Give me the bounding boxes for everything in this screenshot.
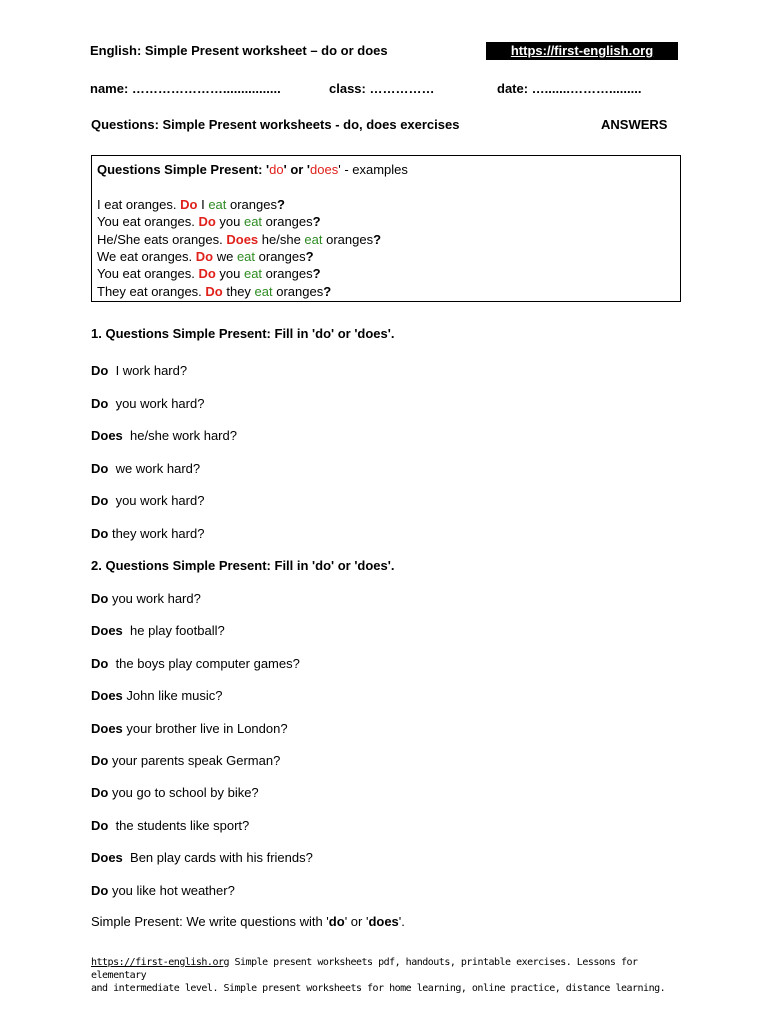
answers-label: ANSWERS xyxy=(601,117,668,132)
example-a: You eat oranges. xyxy=(97,266,199,282)
example-aux: Do xyxy=(195,248,214,264)
answer-aux: Do xyxy=(91,817,109,833)
example-row xyxy=(97,214,321,229)
example-q: ? xyxy=(373,231,382,247)
answer-aux: Do xyxy=(91,525,109,541)
section1-item xyxy=(91,363,187,378)
section2-item xyxy=(91,753,280,768)
worksheet-title: English: Simple Present worksheet – do or does xyxy=(90,43,388,58)
example-a: You eat oranges. xyxy=(97,214,199,230)
answer-aux: Do xyxy=(91,591,109,606)
example-row xyxy=(97,266,321,281)
example-aux: Do xyxy=(205,283,223,299)
examples-heading-does: does xyxy=(310,162,339,177)
example-q: ? xyxy=(312,266,321,282)
section2-item xyxy=(91,785,259,800)
question-text: you work hard? xyxy=(108,395,205,411)
example-row xyxy=(97,197,285,212)
example-verb: eat xyxy=(243,214,263,230)
example-a: He/She eats oranges. xyxy=(97,231,227,247)
examples-heading-do: do xyxy=(269,162,284,177)
example-obj: oranges xyxy=(322,231,374,247)
answer-aux: Does xyxy=(91,720,123,736)
example-obj: oranges xyxy=(255,248,306,264)
question-text: John like music? xyxy=(122,688,223,704)
footer-link[interactable]: https://first-english.org xyxy=(91,957,230,968)
example-q: ? xyxy=(312,214,321,230)
example-obj: oranges xyxy=(262,214,313,230)
section2-item xyxy=(91,818,249,833)
example-row xyxy=(97,232,381,247)
section2-item xyxy=(91,623,225,638)
question-text: the boys play computer games? xyxy=(108,655,300,671)
section2-title: 2. Questions Simple Present: Fill in 'do' or 'does'. xyxy=(91,558,395,573)
example-verb: eat xyxy=(254,283,273,299)
section1-item xyxy=(91,428,237,443)
example-q: ? xyxy=(276,197,285,212)
example-subj: he/she xyxy=(258,231,305,247)
example-subj: I xyxy=(197,197,209,212)
example-subj: you xyxy=(215,266,244,282)
class-field-label: class: …………… xyxy=(329,81,435,96)
example-obj: oranges xyxy=(226,197,277,212)
example-row xyxy=(97,249,314,264)
answer-aux: Do xyxy=(91,753,109,768)
section2-item xyxy=(91,591,201,606)
date-field-label: date: ….......………......... xyxy=(497,81,642,96)
question-text: your parents speak German? xyxy=(108,753,281,768)
example-verb: eat xyxy=(208,197,227,212)
rule-sentence xyxy=(91,914,405,929)
example-subj: we xyxy=(213,248,237,264)
example-subj: they xyxy=(222,283,255,299)
example-q: ? xyxy=(323,283,332,299)
rule-do: do xyxy=(328,914,345,929)
answer-aux: Do xyxy=(91,363,109,378)
section1-item xyxy=(91,461,200,476)
answer-aux: Do xyxy=(91,460,109,476)
question-text: I work hard? xyxy=(108,363,188,378)
example-aux: Do xyxy=(198,214,216,230)
answer-aux: Does xyxy=(91,623,123,639)
section2-item xyxy=(91,656,300,671)
example-a: I eat oranges. xyxy=(97,197,181,212)
answer-aux: Do xyxy=(91,785,109,801)
rule-pre: Simple Present: We write questions with ' xyxy=(91,914,329,929)
answer-aux: Do xyxy=(91,395,109,411)
example-verb: eat xyxy=(236,248,256,264)
example-row xyxy=(97,284,331,299)
question-text: you work hard? xyxy=(108,493,205,508)
section2-item xyxy=(91,883,235,898)
example-q: ? xyxy=(305,248,314,264)
example-aux: Does xyxy=(226,231,259,247)
question-text: we work hard? xyxy=(108,460,201,476)
examples-heading-mid: ' or ' xyxy=(283,162,311,177)
answer-aux: Does xyxy=(91,850,123,866)
section1-title: 1. Questions Simple Present: Fill in 'do' or 'does'. xyxy=(91,326,395,341)
section1-item xyxy=(91,493,204,508)
question-text: you work hard? xyxy=(108,591,201,606)
example-a: We eat oranges. xyxy=(97,248,196,264)
worksheet-subtitle: Questions: Simple Present worksheets - do, does exercises xyxy=(91,117,460,132)
examples-heading xyxy=(97,162,408,177)
name-field-label: name: …………………................ xyxy=(90,81,281,96)
question-text: he play football? xyxy=(122,623,225,639)
section2-item xyxy=(91,850,313,865)
answer-aux: Do xyxy=(91,493,109,508)
footer-text xyxy=(91,956,681,995)
footer-text-line1: Simple present worksheets pdf, handouts, printable exercises. Lessons for elementary xyxy=(91,957,638,981)
rule-does: does xyxy=(368,914,399,929)
example-obj: oranges xyxy=(272,283,324,299)
example-verb: eat xyxy=(304,231,323,247)
section1-item xyxy=(91,526,204,541)
rule-post: '. xyxy=(398,914,405,929)
examples-box xyxy=(91,155,681,302)
section2-item xyxy=(91,721,288,736)
examples-heading-pre: Questions Simple Present: ' xyxy=(97,162,270,177)
question-text: they work hard? xyxy=(108,525,205,541)
footer-text-line2: and intermediate level. Simple present worksheets for home learning, online practice, distance learning. xyxy=(91,983,666,994)
section1-item xyxy=(91,396,204,411)
example-a: They eat oranges. xyxy=(97,283,206,299)
answer-aux: Does xyxy=(91,688,123,704)
rule-mid: ' or ' xyxy=(344,914,369,929)
example-aux: Do xyxy=(180,197,198,212)
question-text: your brother live in London? xyxy=(122,720,288,736)
example-subj: you xyxy=(215,214,244,230)
answer-aux: Do xyxy=(91,882,109,898)
question-text: you like hot weather? xyxy=(108,882,235,898)
question-text: the students like sport? xyxy=(108,817,250,833)
question-text: he/she work hard? xyxy=(122,428,237,443)
example-aux: Do xyxy=(198,266,216,282)
examples-heading-post: ' - examples xyxy=(338,162,408,177)
example-obj: oranges xyxy=(262,266,313,282)
answer-aux: Does xyxy=(91,428,123,443)
question-text: Ben play cards with his friends? xyxy=(122,850,313,866)
section2-item xyxy=(91,688,223,703)
answer-aux: Do xyxy=(91,655,109,671)
question-text: you go to school by bike? xyxy=(108,785,259,801)
example-verb: eat xyxy=(243,266,263,282)
site-url-link[interactable]: https://first-english.org xyxy=(486,42,678,60)
